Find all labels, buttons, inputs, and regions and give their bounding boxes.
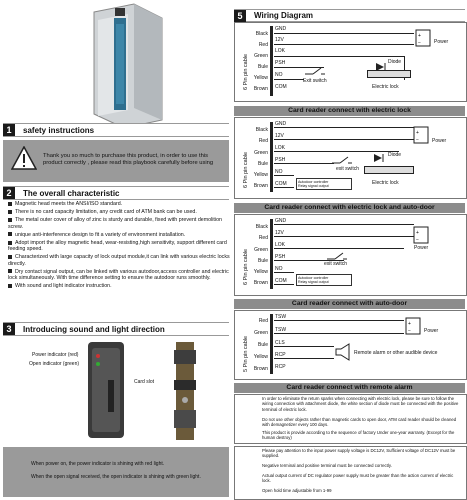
feature-item: Characterized with large capacity of lock output module,it can link with various electric locks directly. [8,254,230,267]
power-note-line: Please pay attention to the input power supply voltage is DC12V, Sufficient voltage of DC12V must be supplied. [262,448,456,459]
wire-label: Bule [257,258,268,264]
pin-label: RCP [275,352,286,358]
section-5-title: Wiring Diagram [254,11,314,20]
wire-label: Black [255,224,268,230]
pin-label: NO [275,72,283,78]
section-2-header [3,186,229,200]
diode-label: Diode [388,152,402,158]
pin-label: CLS [275,340,285,346]
electric-lock-label: Electric lock [372,84,399,90]
section-3-header [3,322,229,336]
section-1-number: 1 [3,124,15,136]
card-slot-label: Card slot [134,379,155,385]
alarm-horn-icon [334,342,352,367]
svg-text:+: + [416,130,419,136]
pin-label: COM [275,278,287,284]
power-label: Power [414,245,429,251]
pin-label: TSW [275,327,287,333]
wire-label: Brown [253,366,268,372]
exit-switch-label: exit switch [336,166,360,172]
power-note-line: Actual output current of DC regulator power supply must be greater than the action current of electric lock. [262,473,454,484]
feature-item: There is no card capacity limitation, any credit card of ATM bank can be used. [8,209,230,215]
section-3-title: Introducing sound and light direction [23,324,165,334]
wire-label: Red [258,235,268,241]
diagram-3-title: Card reader connect with electric lock and auto-door [234,203,465,213]
electric-lock-icon [364,166,414,174]
wire-label: Green [254,150,268,156]
exit-switch-label: exit switch [324,261,348,267]
wire-label: Green [254,247,268,253]
pin-label: GND [275,218,287,224]
wire-label: Red [258,42,268,48]
pcb-illustration [168,340,202,442]
svg-text:−: − [418,40,421,46]
pin-label: PSH [275,60,286,66]
pin-label: TSW [275,314,287,320]
power-note: When power on, the power indicator is shining with red light. [31,461,165,467]
controller-label-line-2: Relay signal output [298,280,329,285]
pin-label: LOK [275,242,286,248]
product-photo [88,2,168,130]
section-1-header [3,123,229,137]
wire-label: Bule [257,342,268,348]
autodoor-controller-box [296,178,352,190]
feature-item: unique anti-interference design to fit a variety of environment installation. [8,232,230,238]
pin-label: 12V [275,133,284,139]
diagram-5-title: Card reader connect with remote alarm [234,383,465,393]
open-indicator-label: Open indicator (green) [29,361,80,367]
power-label: Power [434,39,449,45]
diode-label: Diode [388,59,402,65]
pin-label: NO [275,266,283,272]
pin-cable-caption: 6 Pin pin cable [243,248,249,285]
controller-label-line-1: Autodoor controller [298,180,329,184]
feature-item: Dry contact signal output, can be linked with various autodoor,access controller and electric lock simultaneously. With time difference setting to ensure the autodoor runs smoothly. [8,268,229,282]
power-battery-icon [412,125,430,150]
notice-line-3: This product is provide according to the sequence of factory Under one-year warranty. (Except for the human destroy) [262,430,455,441]
wire-label: Black [255,31,268,37]
wire-label: Black [255,127,268,133]
feature-item: Adopt import the alloy magnetic head, wear-resisting,high sensitivity, support different card feeding speed. [8,240,227,253]
notice-line-1: In order to eliminate the return sparks when connecting with electric lock, please be sure to follow the wiring connection with attachment diode, the white section of diode must be connected with the positive terminal of electric lock. [262,396,459,412]
svg-text:+: + [416,230,419,236]
pin-label: PSH [275,254,286,260]
connector-block [270,26,273,96]
wire-label: Red [258,138,268,144]
pin-label: NO [275,169,283,175]
indicator-device-illustration [84,340,130,440]
pin-label: LOK [275,48,286,54]
section-5-number: 5 [234,10,246,22]
power-note-line: Negative terminal and positive terminal must be connected correctly. [262,463,392,468]
section-2-number: 2 [3,187,15,199]
wire-label: Brown [253,86,268,92]
electric-lock-label: Electric lock [372,180,399,186]
pin-cable-caption: 6 Pin pin cable [243,53,249,90]
wire-label: Yellow [253,172,268,178]
pin-label: COM [275,181,287,187]
svg-text:+: + [418,33,421,39]
feature-item: The metal outer cover of alloy of zinc is sturdy and durable, fixed with prevent demolition screw. [8,217,222,230]
wire-label: Yellow [253,75,268,81]
power-battery-icon [414,28,432,53]
power-indicator-label: Power indicator (red) [32,352,79,358]
wire-label: Green [254,330,268,336]
open-note: When the open signal received, the open indicator is shining with green light. [31,474,201,480]
pin-label: GND [275,121,287,127]
pin-label: GND [275,26,287,32]
connector-block [270,219,273,289]
section-3-number: 3 [3,323,15,335]
warning-icon [11,146,37,175]
wire-label: Brown [253,280,268,286]
pin-label: LOK [275,145,286,151]
exit-switch-label: Exit switch [303,78,327,84]
pin-label: 12V [275,37,284,43]
wire-label: Yellow [253,269,268,275]
power-note-line: Open hold time adjustable from 1-99 [262,488,332,493]
safety-text: Thank you so much to purchase this product, in order to use this product correctly , please read this playbook carefully before using [43,153,214,166]
pin-label: PSH [275,157,286,163]
power-battery-icon [404,316,422,341]
electric-lock-icon [367,70,411,78]
pin-label: COM [275,84,287,90]
pin-cable-caption: 6 Pin pin cable [243,151,249,188]
controller-label-line-1: Autodoor controller [298,276,329,280]
feature-list [8,201,230,289]
wire-label: Bule [257,64,268,70]
wire-label: Bule [257,161,268,167]
svg-text:−: − [416,237,419,243]
svg-text:+: + [408,321,411,327]
connector-block [270,122,273,192]
section-2-title: The overall characteristic [23,188,120,198]
safety-box [3,140,229,182]
svg-text:−: − [408,328,411,334]
wire-label: Green [254,53,268,59]
diagram-2-title: Card reader connect with electric lock [234,106,465,116]
feature-item: With sound and light indicator instruction. [8,283,230,289]
connector-block [270,314,273,374]
wiring-diagram-1 [234,22,467,102]
wire-label: Brown [253,183,268,189]
section-5-header [234,9,465,22]
pin-label: RCP [275,364,286,370]
autodoor-controller-box [296,274,352,286]
diagram-4-title: Card reader connect with auto-door [234,299,465,309]
indicator-notes-box [3,447,229,497]
wire-label: Yellow [253,354,268,360]
wire-label: Red [258,318,268,324]
section-1-title: safety instructions [23,125,95,135]
power-label: Power [432,138,447,144]
pin-label: 12V [275,230,284,236]
controller-label-line-2: Relay signal output [298,184,329,189]
svg-text:−: − [416,137,419,143]
pin-cable-caption-5: 5 Pin pin cable [243,335,249,372]
remote-alarm-label: Remote alarm or other audible device [354,350,438,356]
notice-line-2: Do not use other objects rather than magnetic cards to open door, ATM card reader should be cleaned with demagnetizer every 100 days. [262,417,457,428]
power-label: Power [424,328,439,334]
feature-item: Magnetic head meets the ANSI/ISO standard. [8,201,230,207]
